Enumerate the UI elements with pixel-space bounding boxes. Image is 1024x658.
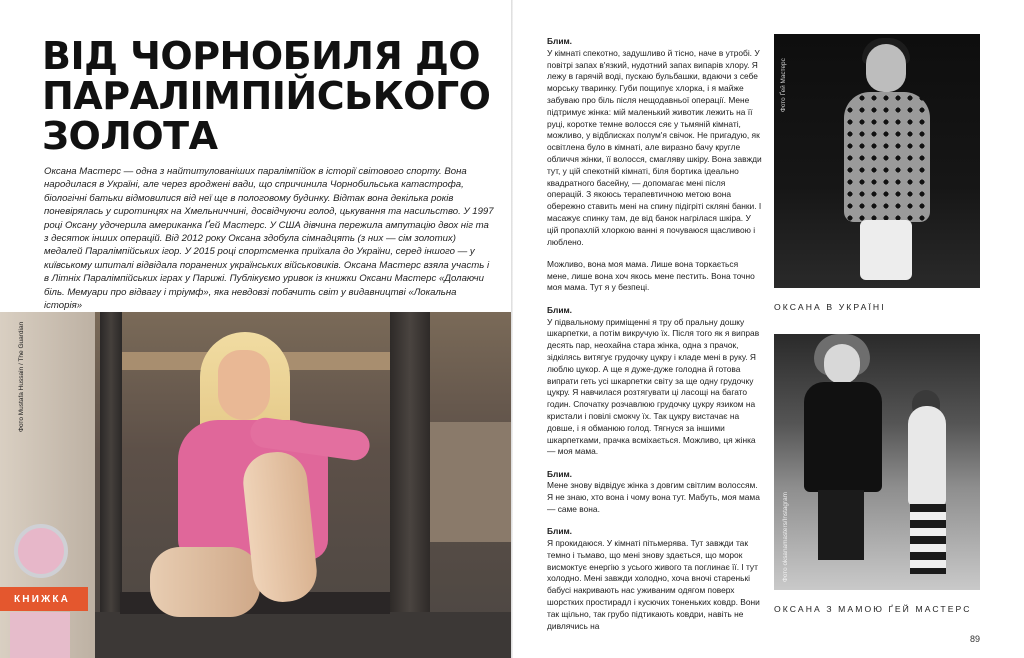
photo2-credit: Фото oksanamasters/Instagram <box>782 492 789 582</box>
body-paragraph <box>547 469 762 516</box>
photo1-credit: Фото Ґей Мастерс <box>780 58 787 112</box>
hero-floor <box>95 612 511 658</box>
photo-kid-legs <box>910 504 946 574</box>
body-paragraph <box>547 526 762 632</box>
page-number: 89 <box>970 634 981 644</box>
article-title: ВІД ЧОРНОБИЛЯ ДО ПАРАЛІМПІЙСЬКОГО ЗОЛОТА <box>42 34 491 158</box>
paragraph-heading: Блим. <box>547 36 573 46</box>
paragraph-text: У кімнаті спекотно, задушливо й тісно, наче в утробі. У повітрі запах в'язкий, нудотний запах випарів хлору. Я лежу в гарячій воді, пускаю бульбашки, вдаючи з себе морську тваринку. Губи пощипує хлорка, і я майже забуваю про біль після нещодавньої операції. Мене підтримує жінка: мій маленький животик лежить на її руці, коротке темне волосся сяє у тьмяній кімнаті, можливо, у відблисках полум'я свічок. Не пригадую, як освітлена було в кімнаті, але виразно бачу кругле обличчя жінки, її волосся, смагляву шкіру. Вона завжди тут, у цій спекотній кімнаті, біля бортика ідеально квадратного басейну, — допомагає мені після операцій. З якоюсь терапевтичною метою вона обережно ставить мені на спину підігріті скляні банки. І масажує спинку там, де від банок нагрілася шкіра. У цій пропахлій хлоркою ванні я почуваюся щасливою і люблено. <box>547 47 762 247</box>
photo-child-face <box>866 44 906 92</box>
paragraph-text: Мене знову відвідує жінка з довгим світлим волоссям. Я не знаю, хто вона і чому вона тут. Мабуть, моя мама — саме вона. <box>547 480 760 514</box>
photo-with-mother <box>774 334 980 590</box>
article-lead: Оксана Мастерс — одна з найтитулованіших паралімпійок в історії світового спорту. Вона народилася в Україні, але через вроджені вади, що спричинила Чорнобильська катастрофа, біологічні батьки відмовилися від неї ще в пологовому будинку. Відтак вона декілька років поневірялась у сиротинцях на Хмельниччині, досвідчуючи голод, цькування та насильство. У 1997 році Оксану удочерила американка Ґей Мастерс. У США дівчина пережила ампутацію двох ніг та з десяток інших операцій. Від 2012 року Оксана здобула сімнадцять (з них — сім золотих) медалей Паралімпійських ігор. У 2015 році спортсменка приїхала до України, серед іншого — у київському шпиталі відвідала поранених українських військовиків. Оксана Мастерс взяла участь і в Літніх Паралімпійських іграх у Парижі. Публікуємо уривок із книжки Оксани Мастерс «Долаючи біль. Мемуари про відвагу і тріумф», яка невдовзі побачить світ у видавництві «Локальна історія» <box>44 166 494 312</box>
body-paragraph <box>547 259 762 294</box>
hero-photo-credit: Фото Mustafa Hussain / The Guardian <box>18 321 25 432</box>
hero-rack-right <box>390 312 430 658</box>
photo-child-legs <box>860 220 912 280</box>
hero-rack-left <box>100 312 122 658</box>
body-paragraph <box>547 305 762 458</box>
hero-shelf-right <box>430 422 511 542</box>
photo1-caption: ОКСАНА В УКРАЇНІ <box>774 302 886 312</box>
paragraph-text: Я прокидаюся. У кімнаті пітьмерява. Тут завжди так темно і тьмаво, що мені знову здається, що морок висмоктує енергію з усього живого та поглинає її. І тут холодно. Мені завжди холодно, хоча вночі старенькі бабусі накривають нас уживаним одягом поверх шорстких простирадл і кусючих тоненьких ковдр. Вони так щільно, так грубо підтикають ковдри, навіть не дивлячись на <box>547 538 760 631</box>
paragraph-text: Можливо, вона моя мама. Лише вона торкається мене, лише вона хоч якось мене пестить. Вона точно моя мама. Тут я у безпеці. <box>547 258 755 293</box>
photo-woman-face <box>824 344 860 384</box>
photo-kid-body <box>908 406 946 506</box>
paragraph-heading: Блим. <box>547 304 573 315</box>
hero-person-face <box>218 350 270 420</box>
photo-woman-legs <box>818 490 864 560</box>
section-badge: КНИЖКА <box>0 587 88 611</box>
article-body <box>547 36 762 643</box>
body-paragraph <box>547 36 762 248</box>
hero-pink-pad <box>14 524 68 578</box>
hero-person-leg-left <box>150 547 260 617</box>
paragraph-text: У підвальному приміщенні я тру об пральну дошку шкарпетки, а потім викручую їх. Після того як я виправ десять пар, неохайна стара жінка, одна з прачок, зідкілясь витягує грудочку цукру і кладе мені в руку. Я люблю цукор. А ще я дуже-дуже голодна й готова випрати геть усі шкарпетки світу за ще одну грудочку цукру. Я навчилася розтягувати ці ласощі на багато годин. Спочатку розчавлюю грудочку цукру язиком на кристали і повілі смокчу їх. Так цукру вистачає на довше, і я обманюю голод. Тягнуся за іншими шкарпетками, прачка всміхається. Можливо, ця жінка — моя мама. <box>547 316 760 457</box>
hero-pink-insulation <box>10 612 70 658</box>
paragraph-heading: Блим. <box>547 468 573 479</box>
photo-child-dress <box>844 92 930 222</box>
page-gutter <box>511 0 513 658</box>
photo-childhood <box>774 34 980 288</box>
photo2-caption: ОКСАНА З МАМОЮ ҐЕЙ МАСТЕРС <box>774 604 972 614</box>
photo-woman-body <box>804 382 882 492</box>
paragraph-heading: Блим. <box>547 526 573 537</box>
